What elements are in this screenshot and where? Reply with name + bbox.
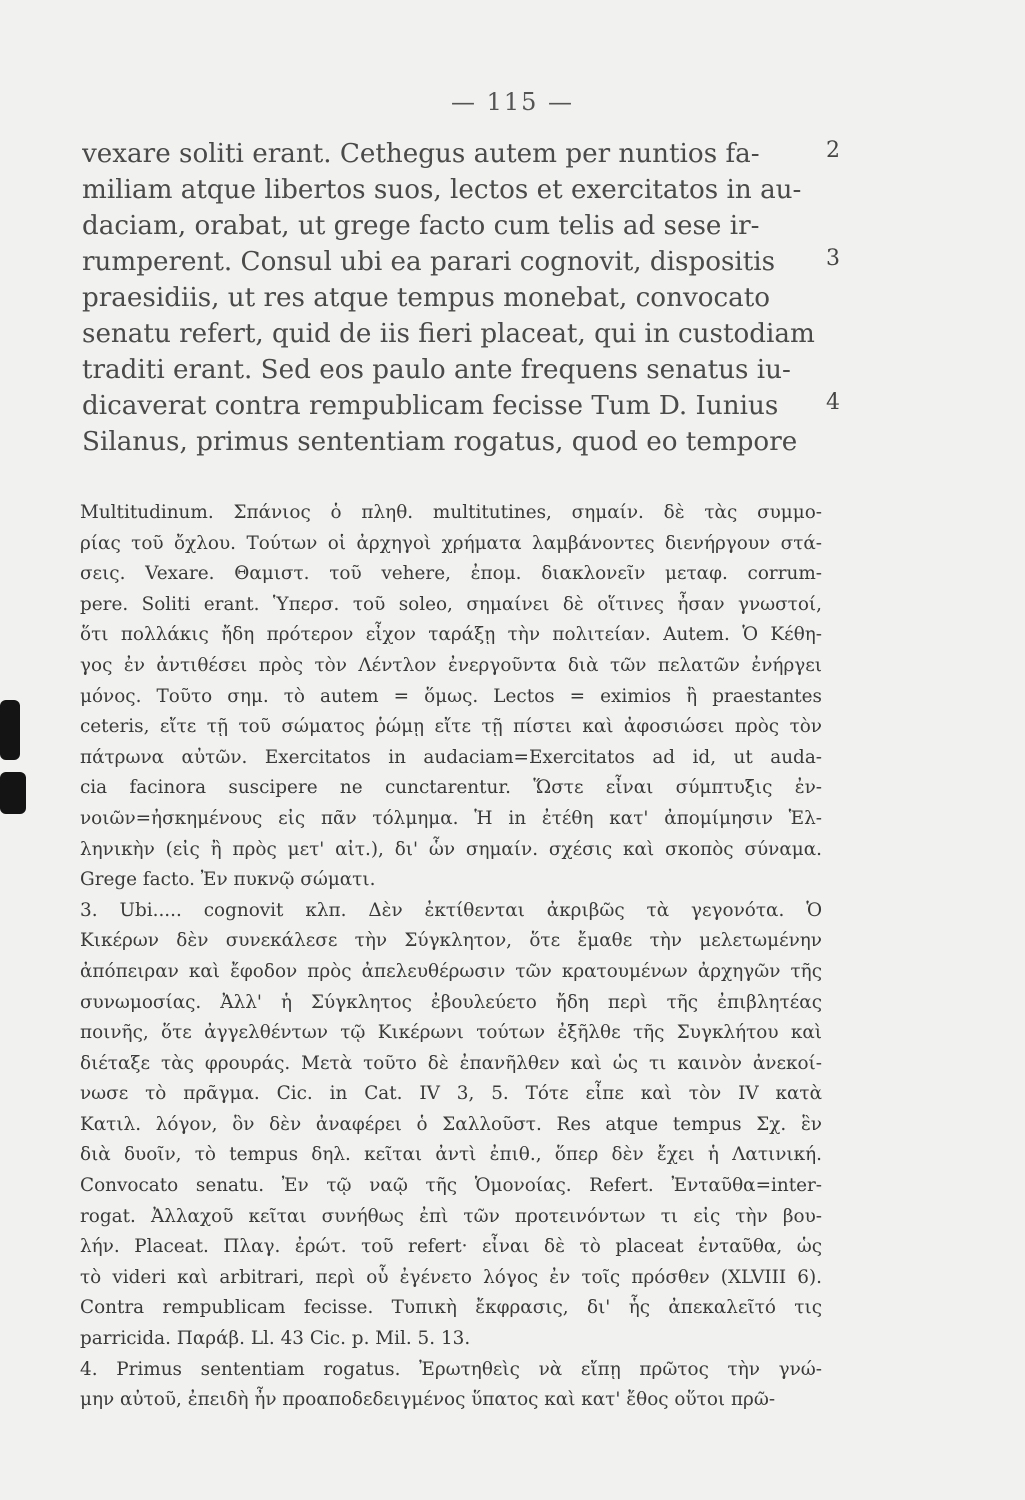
note-line: 3. Ubi..... cognovit κλπ. Δὲν ἐκτίθενται ἀκριβῶς τὰ γεγονότα. Ὁ [80, 899, 822, 921]
main-text-line: daciam, orabat, ut grege facto cum telis ad sese ir- [82, 211, 760, 241]
note-line: pere. Soliti erant. Ὑπερσ. τοῦ soleo, σημαίνει δὲ οἵτινες ἦσαν γνωστοί, [80, 593, 822, 615]
main-text-line: rumperent. Consul ubi ea parari cognovit, dispositis [82, 247, 776, 277]
note-line: τὸ videri καὶ arbitrari, περὶ οὗ ἐγένετο λόγος ἐν τοῖς πρόσθεν (XLVIII 6). [80, 1266, 822, 1288]
scan-edge-mark [0, 772, 26, 814]
page-number: — 115 — [450, 88, 575, 116]
note-line: rogat. Ἀλλαχοῦ κεῖται συνήθως ἐπὶ τῶν προτεινόντων τι εἰς τὴν βου- [80, 1205, 822, 1227]
note-line: γος ἐν ἀντιθέσει πρὸς τὸν Λέντλον ἐνεργοῦντα διὰ τῶν πελατῶν ἐνήργει [80, 654, 822, 676]
note-line: συνωμοσίας. Ἀλλ' ἡ Σύγκλητος ἐβουλεύετο ἤδη περὶ τῆς ἐπιβλητέας [80, 991, 822, 1013]
note-line: διέταξε τὰς φρουράς. Μετὰ τοῦτο δὲ ἐπανῆλθεν καὶ ὡς τι καινὸν ἀνεκοί- [80, 1052, 822, 1074]
main-text-line: praesidiis, ut res atque tempus monebat, convocato [82, 283, 771, 313]
note-line: σεις. Vexare. Θαμιστ. τοῦ vehere, ἐπομ. διακλονεῖν μεταφ. corrum- [80, 563, 822, 585]
note-line: ὅτι πολλάκις ἤδη πρότερον εἶχον ταράξῃ τὴν πολιτείαν. Autem. Ὁ Κέθη- [80, 624, 822, 646]
note-line: Multitudinum. Σπάνιος ὁ πληθ. multitutines, σημαίν. δὲ τὰς συμμο- [80, 502, 822, 523]
main-text-line: Silanus, primus sententiam rogatus, quod eo tempore [82, 427, 798, 457]
note-line: ρίας τοῦ ὄχλου. Τούτων οἱ ἀρχηγοὶ χρήματα λαμβάνοντες διενήργουν στά- [80, 532, 822, 554]
commentary-notes [80, 498, 822, 1416]
note-line: ceteris, εἴτε τῇ τοῦ σώματος ῥώμῃ εἴτε τῇ πίστει καὶ ἀφοσιώσει πρὸς τὸν [80, 716, 822, 738]
main-text-line: traditi erant. Sed eos paulo ante frequens senatus iu- [82, 355, 791, 385]
main-text-line: vexare soliti erant. Cethegus autem per nuntios fa- [82, 139, 760, 169]
note-line: ποινῆς, ὅτε ἀγγελθέντων τῷ Κικέρωνι τούτων ἐξῆλθε τῆς Συγκλήτου καὶ [80, 1022, 822, 1044]
note-line: νοιῶν=ἠσκημένους εἰς πᾶν τόλμημα. Ἡ in ἐτέθη κατ' ἀπομίμησιν Ἑλ- [80, 807, 822, 829]
note-line: Convocato senatu. Ἐν τῷ ναῷ τῆς Ὁμονοίας. Refert. Ἐνταῦθα=inter- [80, 1175, 822, 1197]
note-line: cia facinora suscipere ne cunctarentur. Ὥστε εἶναι σύμπτυξις ἐν- [80, 777, 822, 799]
main-text [82, 136, 822, 460]
note-line: διὰ δυοῖν, τὸ tempus δηλ. κεῖται ἀντὶ ἐπιθ., ὅπερ δὲν ἔχει ἡ Λατινική. [80, 1144, 822, 1166]
note-line: Κικέρων δὲν συνεκάλεσε τὴν Σύγκλητον, ὅτε ἔμαθε τὴν μελετωμένην [80, 930, 822, 952]
main-text-line: miliam atque libertos suos, lectos et exercitatos in au- [82, 175, 802, 205]
main-text-line: senatu refert, quid de iis fieri placeat, qui in custodiam [82, 319, 815, 349]
note-line: λήν. Placeat. Πλαγ. ἐρώτ. τοῦ refert· εἶναι δὲ τὸ placeat ἐνταῦθα, ὡς [80, 1236, 822, 1258]
margin-section-number: 3 [826, 246, 840, 271]
note-line: Κατιλ. λόγον, ὃν δὲν ἀναφέρει ὁ Σαλλοῦστ. Res atque tempus Σχ. ἓν [80, 1113, 822, 1135]
note-line: Grege facto. Ἐν πυκνῷ σώματι. [80, 869, 376, 891]
note-line: μην αὐτοῦ, ἐπειδὴ ἦν προαποδεδειγμένος ὕπατος καὶ κατ' ἔθος οὕτοι πρῶ- [80, 1389, 776, 1411]
note-line: parricida. Παράβ. Ll. 43 Cic. p. Mil. 5. 13. [80, 1328, 471, 1350]
note-line: ἀπόπειραν καὶ ἔφοδον πρὸς ἀπελευθέρωσιν τῶν κρατουμένων ἀρχηγῶν τῆς [80, 960, 822, 982]
margin-section-number: 4 [826, 390, 840, 415]
note-line: 4. Primus sententiam rogatus. Ἐρωτηθεὶς νὰ εἴπῃ πρῶτος τὴν γνώ- [80, 1358, 822, 1380]
note-line: Contra rempublicam fecisse. Τυπικὴ ἔκφρασις, δι' ἧς ἀπεκαλεῖτό τις [80, 1297, 822, 1319]
note-line: μόνος. Τοῦτο σημ. τὸ autem = ὅμως. Lectos = eximios ἢ praestantes [80, 685, 822, 707]
scan-edge-mark [0, 700, 20, 760]
note-line: νωσε τὸ πρᾶγμα. Cic. in Cat. IV 3, 5. Τότε εἶπε καὶ τὸν IV κατὰ [80, 1083, 822, 1105]
margin-section-number: 2 [826, 138, 840, 163]
note-line: ληνικὴν (εἰς ἢ πρὸς μετ' αἰτ.), δι' ὧν σημαίν. σχέσις καὶ σκοπὸς σύναμα. [80, 838, 822, 860]
note-line: πάτρωνα αὐτῶν. Exercitatos in audaciam=Exercitatos ad id, ut auda- [80, 746, 822, 768]
main-text-line: dicaverat contra rempublicam fecisse Tum D. Iunius [82, 391, 779, 421]
